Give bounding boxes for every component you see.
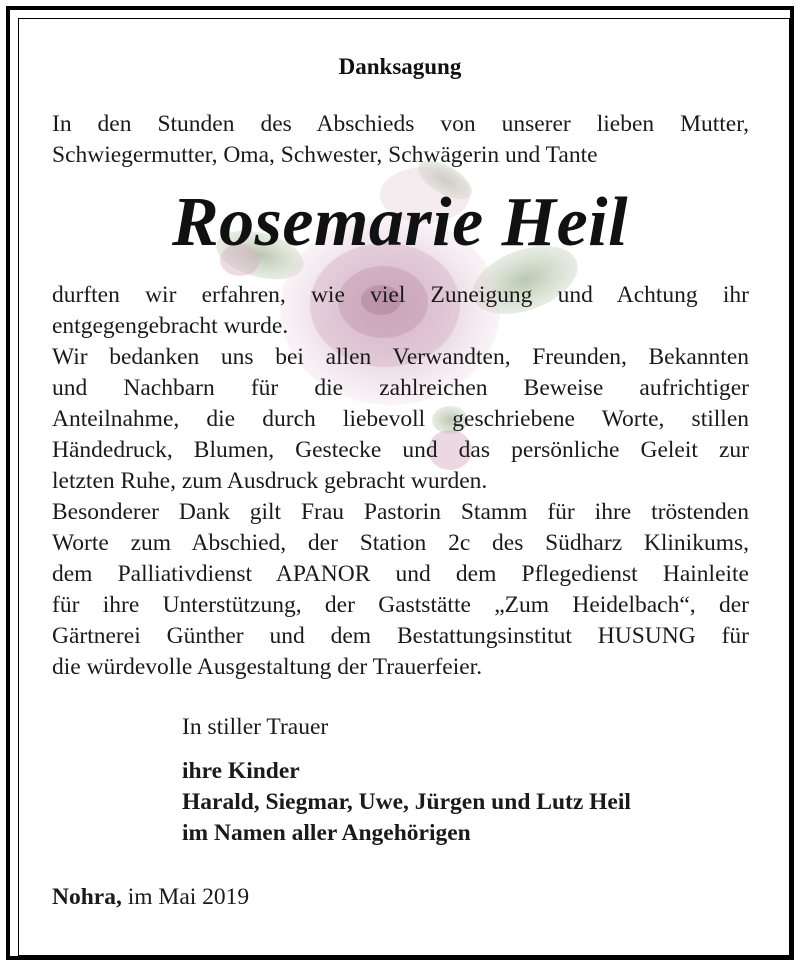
text-line: dem Palliativdienst APANOR und dem Pflegedienst Hainleite (52, 561, 749, 587)
text-line: entgegengebracht wurde. (52, 313, 289, 339)
text-line: letzten Ruhe, zum Ausdruck gebracht wurden. (52, 468, 488, 494)
body-text (52, 280, 749, 683)
signature-block (182, 756, 631, 849)
text-line: Worte zum Abschied, der Station 2c des Südharz Klinikums, (52, 530, 749, 556)
place: Nohra, (52, 884, 122, 910)
text-line: Anteilnahme, die durch liebevoll geschriebene Worte, stillen (52, 406, 749, 432)
date: im Mai 2019 (127, 884, 250, 910)
signature-line: ihre Kinder (182, 758, 300, 784)
text-line: Schwiegermutter, Oma, Schwester, Schwägerin und Tante (52, 142, 598, 168)
text-line: und Nachbarn für die zahlreichen Beweise aufrichtiger (52, 375, 749, 401)
text-line: Besonderer Dank gilt Frau Pastorin Stamm für ihre tröstenden (52, 499, 749, 525)
heading: Danksagung (338, 54, 462, 79)
text-line: Wir bedanken uns bei allen Verwandten, Freunden, Bekannten (52, 344, 749, 370)
text-line: Gärtnerei Günther und dem Bestattungsinstitut HUSUNG für (52, 623, 749, 649)
signature-line: Harald, Siegmar, Uwe, Jürgen und Lutz Heil (182, 789, 631, 815)
place-date (52, 884, 249, 911)
signature-line: im Namen aller Angehörigen (182, 820, 471, 846)
text-line: Händedruck, Blumen, Gestecke und das persönliche Geleit zur (52, 437, 749, 463)
intro-text (52, 109, 749, 171)
deceased-name: Rosemarie Heil (171, 184, 629, 261)
mourning-line: In stiller Trauer (182, 714, 329, 740)
text-line: für ihre Unterstützung, der Gaststätte „Zum Heidelbach“, der (52, 592, 749, 618)
text-line: die würdevolle Ausgestaltung der Trauerfeier. (52, 654, 483, 680)
text-line: In den Stunden des Abschieds von unserer lieben Mutter, (52, 111, 749, 137)
text-line: durften wir erfahren, wie viel Zuneigung und Achtung ihr (52, 282, 749, 308)
